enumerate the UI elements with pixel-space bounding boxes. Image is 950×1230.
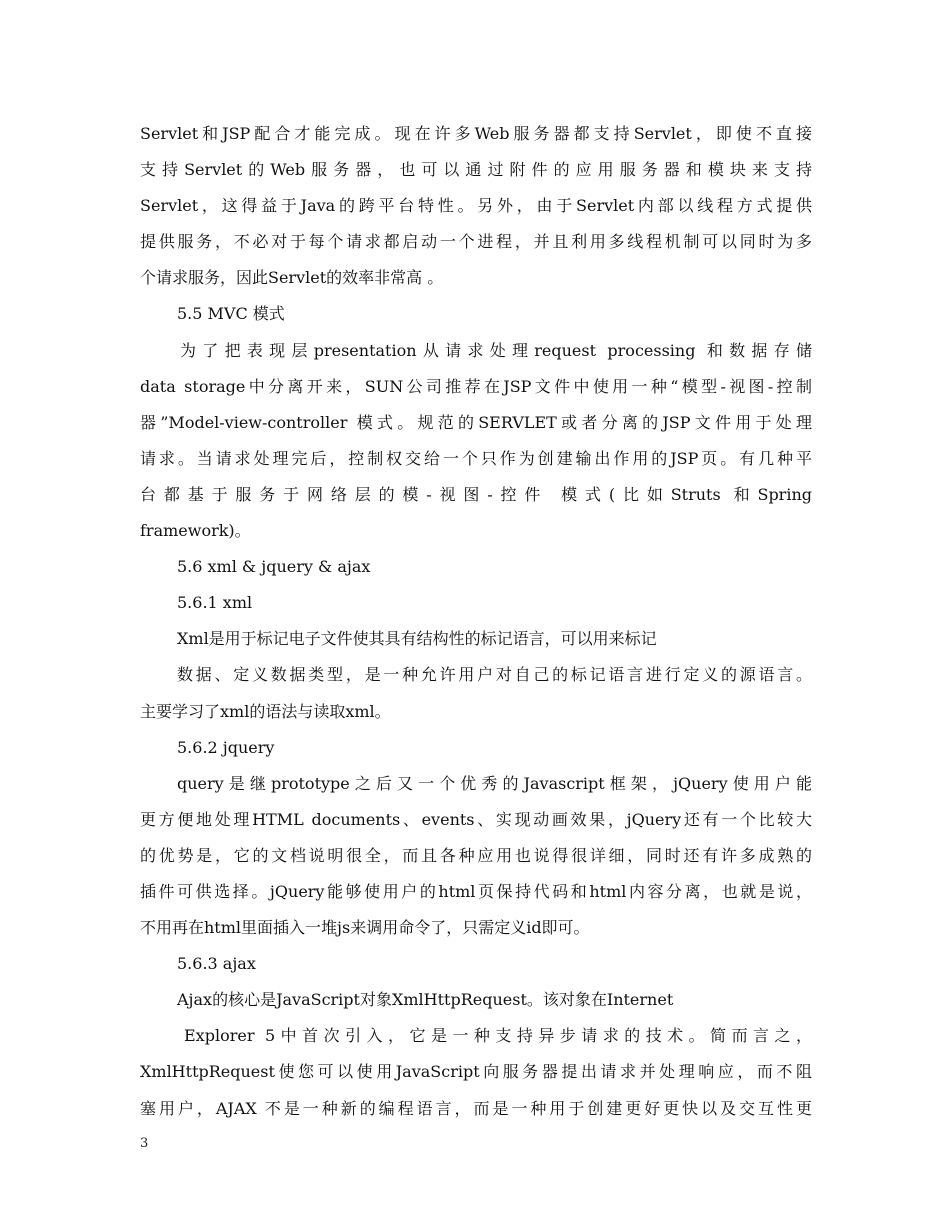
text-line: Servlet和JSP配合才能完成。现在许多Web服务器都支持Servlet，即使不直接 — [140, 124, 812, 143]
text-line: 个请求服务，因此Servlet的效率非常高 。 — [140, 268, 444, 288]
text-line: query是继prototype之后又一个优秀的Javascript框架，jQuery使用户能 — [177, 773, 812, 793]
text-line: 更方便地处理HTML documents、events、实现动画效果，jQuery还有一个比较大 — [140, 809, 812, 829]
text-line: 插件可供选择。jQuery能够使用户的html页保持代码和html内容分离，也就是说， — [140, 881, 812, 901]
text-line: 请求。当请求处理完后，控制权交给一个只作为创建输出作用的JSP页。有几种平 — [140, 448, 812, 468]
text-line: framework)。 — [140, 521, 251, 541]
text-line: data storage中分离开来，SUN公司推荐在JSP文件中使用一种“模型-视图-控制 — [140, 376, 812, 396]
text-line: 台都基于服务于网络层的模-视图-控件 模式(比如Struts 和Spring — [140, 484, 812, 504]
text-line: Ajax的核心是JavaScript对象XmlHttpRequest。该对象在Internet — [177, 990, 674, 1010]
text-line: 的优势是，它的文档说明很全，而且各种应用也说得很详细，同时还有许多成熟的 — [140, 845, 812, 865]
page-number: 3 — [140, 1136, 149, 1151]
section-heading: 5.6.2 jquery — [177, 737, 275, 757]
text-line: 为了把表现层presentation从请求处理request processing 和数据存储 — [180, 340, 812, 360]
body-text — [140, 116, 812, 1127]
section-heading: 5.6.3 ajax — [177, 954, 256, 974]
text-line: 主要学习了xml的语法与读取xml。 — [140, 701, 391, 721]
section-heading: 5.6 xml & jquery & ajax — [177, 557, 371, 577]
text-line: Servlet，这得益于Java的跨平台特性。另外，由于Servlet内部以线程方式提供 — [140, 196, 812, 216]
text-line: 器”Model-view-controller 模式。规范的SERVLET或者分离的JSP文件用于处理 — [140, 412, 812, 432]
text-line: Explorer 5中首次引入，它是一种支持异步请求的技术。简而言之， — [184, 1026, 812, 1046]
section-heading: 5.5 MVC 模式 — [177, 304, 285, 324]
text-line: XmlHttpRequest使您可以使用JavaScript向服务器提出请求并处理响应，而不阻 — [140, 1062, 812, 1082]
text-line: 塞用户，AJAX 不是一种新的编程语言，而是一种用于创建更好更快以及交互性更 — [140, 1098, 812, 1118]
section-heading: 5.6.1 xml — [177, 593, 253, 613]
text-line: 支持Servlet的Web服务器，也可以通过附件的应用服务器和模块来支持 — [140, 160, 812, 180]
text-line: 提供服务，不必对于每个请求都启动一个进程，并且利用多线程机制可以同时为多 — [140, 232, 812, 252]
text-line: 数据、定义数据类型，是一种允许用户对自己的标记语言进行定义的源语言。 — [177, 665, 812, 685]
text-line: Xml是用于标记电子文件使其具有结构性的标记语言，可以用来标记 — [177, 629, 657, 649]
text-line: 不用再在html里面插入一堆js来调用命令了，只需定义id即可。 — [140, 918, 590, 938]
